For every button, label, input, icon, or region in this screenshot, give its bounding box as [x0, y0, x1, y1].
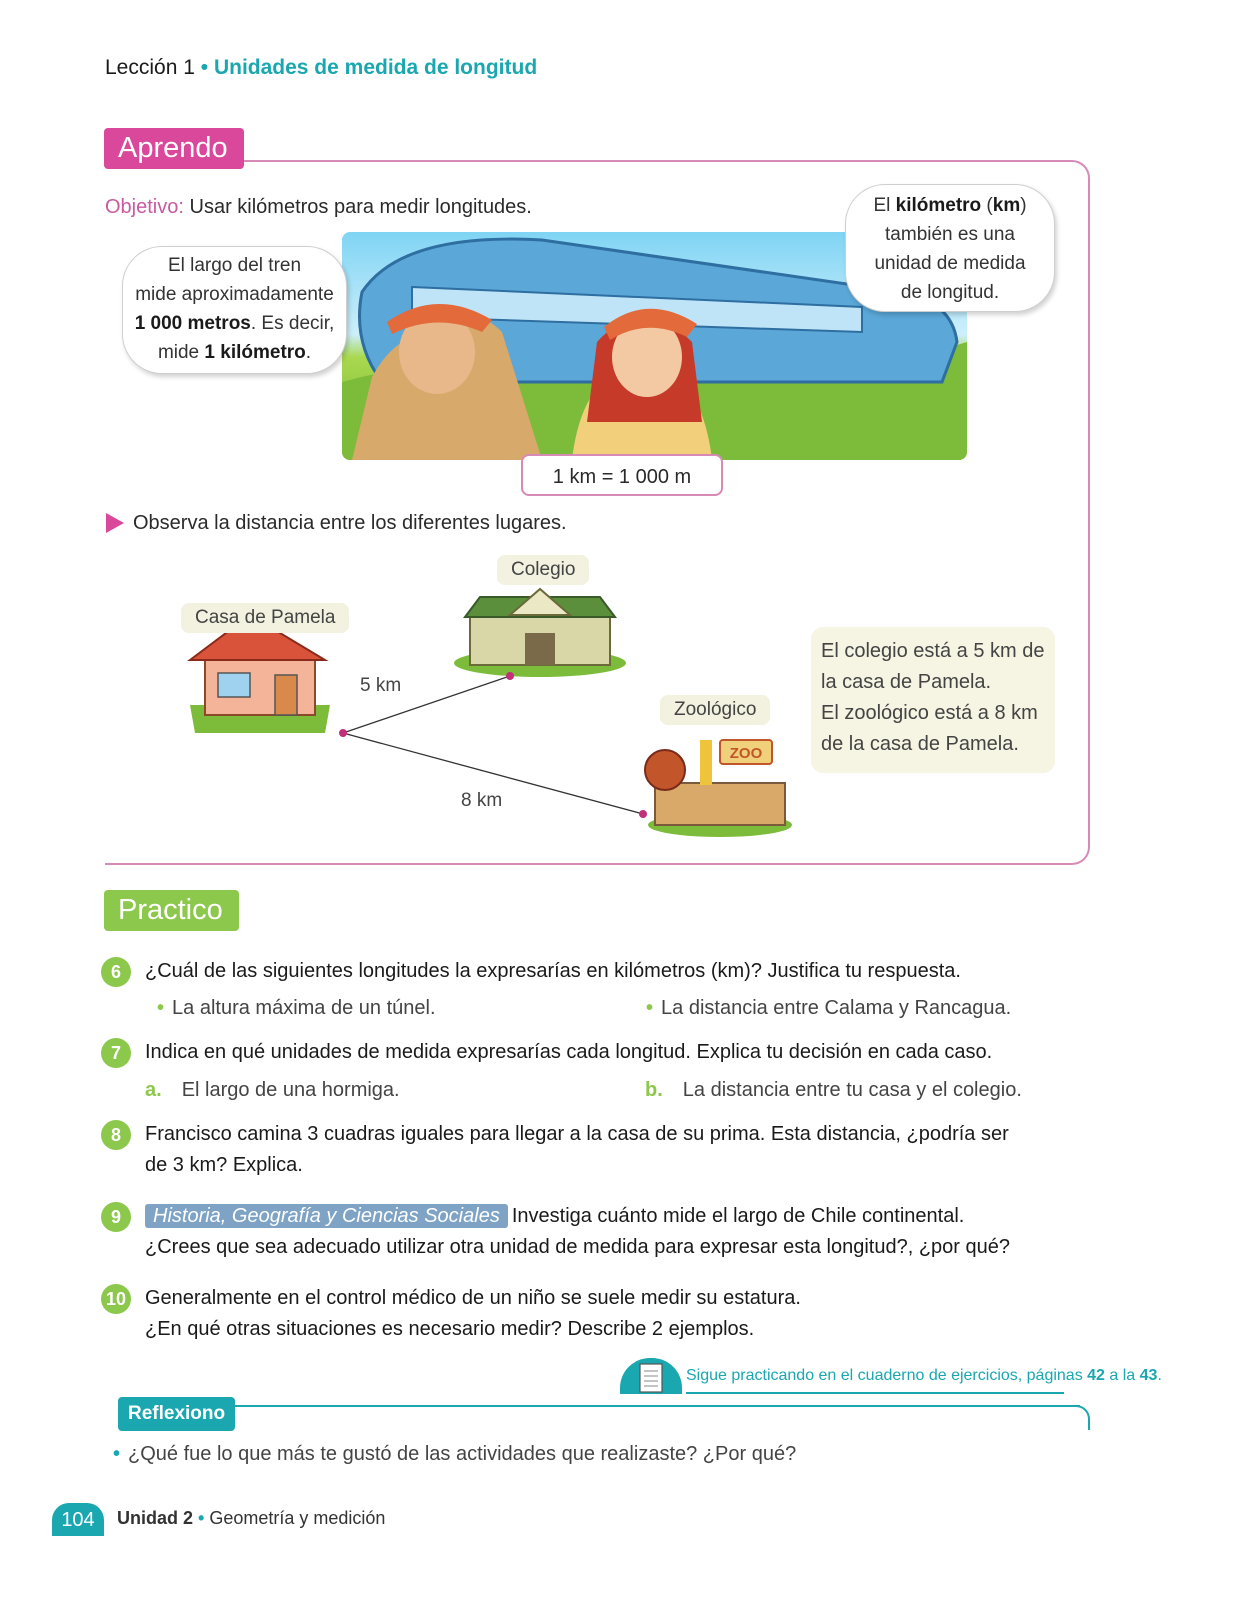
- q6-option-1-text: La altura máxima de un túnel.: [172, 997, 436, 1019]
- q7-option-a-text: El largo de una hormiga.: [181, 1079, 400, 1101]
- subject-badge: Historia, Geografía y Ciencias Sociales: [145, 1204, 508, 1228]
- point-zoo: [639, 810, 647, 818]
- aprendo-tag: Aprendo: [104, 128, 244, 169]
- bubble-left-line4: [123, 338, 346, 367]
- notebook-svg: [620, 1358, 682, 1394]
- sigue-page-end: 43: [1139, 1367, 1158, 1384]
- question-number-10: 10: [101, 1284, 131, 1314]
- q7-option-b-text: La distancia entre tu casa y el colegio.: [682, 1079, 1022, 1101]
- sigue-page-start: 42: [1087, 1367, 1105, 1384]
- bubble-right-line4: de longitud.: [900, 282, 1000, 303]
- question-number-8: 8: [101, 1120, 131, 1150]
- lesson-number: Lección 1: [105, 56, 195, 79]
- q6-option-2-text: La distancia entre Calama y Rancagua.: [661, 997, 1012, 1019]
- question-10-text: [145, 1283, 801, 1345]
- footer-unit-label: Unidad 2: [117, 1508, 194, 1528]
- footer-unit: [117, 1508, 385, 1529]
- sigue-text: Sigue practicando en el cuaderno de ejercicios, páginas: [686, 1367, 1088, 1384]
- bubble-left-line4-end: .: [305, 342, 312, 363]
- reflexiono-corner: [1070, 1405, 1090, 1430]
- bubble-left-bold-metros: 1 000 metros: [134, 313, 251, 334]
- q9-line2: ¿Crees que sea adecuado utilizar otra unidad de medida para expresar esta longitud?, ¿por qué?: [145, 1236, 1010, 1258]
- bubble-left-line4-start: mide: [157, 342, 205, 363]
- header-separator: •: [200, 56, 209, 79]
- q7-letter-b: b.: [645, 1079, 663, 1101]
- reflexiono-tag: Reflexiono: [118, 1397, 235, 1431]
- reflexiono-question: [113, 1443, 796, 1466]
- q6-option-2: [646, 997, 1011, 1020]
- sigue-mid: a la: [1104, 1367, 1140, 1384]
- bubble-right-line3: unidad de medida: [874, 253, 1026, 274]
- zoo-icon: [645, 740, 792, 837]
- info-line2: la casa de Pamela.: [821, 671, 992, 693]
- distance-8km: 8 km: [461, 790, 503, 811]
- label-colegio: Colegio: [497, 555, 589, 585]
- point-colegio: [506, 672, 514, 680]
- lesson-topic: Unidades de medida de longitud: [213, 56, 538, 79]
- footer-separator: •: [198, 1508, 205, 1528]
- bullet-icon: •: [646, 997, 654, 1019]
- speech-bubble-woman: [845, 184, 1055, 312]
- notebook-icon: [620, 1358, 682, 1394]
- q9-line1: [145, 1201, 1010, 1232]
- info-line1: El colegio está a 5 km de: [821, 640, 1045, 662]
- equivalence-box: 1 km = 1 000 m: [521, 454, 723, 496]
- bubble-left-line3-rest: . Es decir,: [250, 313, 335, 334]
- triangle-bullet-icon: [106, 513, 124, 533]
- info-line3: El zoológico está a 8 km: [821, 702, 1038, 724]
- bubble-right-l1e: ): [1020, 195, 1027, 216]
- q6-option-1: [157, 997, 436, 1020]
- school-icon: [454, 589, 626, 677]
- q10-line1: Generalmente en el control médico de un niño se suele medir su estatura.: [145, 1287, 801, 1309]
- objective: [105, 196, 532, 219]
- practico-tag: Practico: [104, 890, 239, 931]
- sigue-end: .: [1157, 1367, 1162, 1384]
- page-number: 104: [52, 1503, 104, 1536]
- info-line4: de la casa de Pamela.: [821, 733, 1019, 755]
- bullet-icon: •: [157, 997, 165, 1019]
- bubble-right-bold-km: km: [992, 195, 1021, 216]
- question-number-7: 7: [101, 1038, 131, 1068]
- q9-line1-text: Investiga cuánto mide el largo de Chile continental.: [511, 1205, 965, 1227]
- reflexiono-question-text: ¿Qué fue lo que más te gustó de las actividades que realizaste? ¿Por qué?: [128, 1443, 797, 1465]
- observe-instruction: Observa la distancia entre los diferentes lugares.: [133, 512, 567, 534]
- sigue-practicando: [686, 1367, 1162, 1385]
- footer-subject: Geometría y medición: [209, 1508, 386, 1528]
- bullet-icon: •: [113, 1443, 121, 1465]
- objective-text: Usar kilómetros para medir longitudes.: [189, 196, 532, 218]
- objective-label: Objetivo:: [105, 196, 184, 218]
- q8-line1: Francisco camina 3 cuadras iguales para llegar a la casa de su prima. Esta distancia, ¿podría ser: [145, 1123, 1009, 1145]
- bubble-left-line1: El largo del tren: [167, 255, 302, 276]
- q7-option-b: [645, 1079, 1022, 1102]
- question-number-6: 6: [101, 957, 131, 987]
- bubble-right-bold-kilometro: kilómetro: [895, 195, 982, 216]
- bubble-right-l1c: (: [981, 195, 993, 216]
- bubble-left-line2: mide aproximadamente: [135, 284, 334, 305]
- question-6-text: ¿Cuál de las siguientes longitudes la expresarías en kilómetros (km)? Justifica tu respuesta.: [145, 960, 961, 982]
- zoo-sign-text: ZOO: [729, 745, 763, 762]
- reflexiono-line: [220, 1405, 1080, 1407]
- bubble-left-line3: [123, 309, 346, 338]
- bubble-right-line2: también es una: [885, 224, 1015, 245]
- q10-line2: ¿En qué otras situaciones es necesario medir? Describe 2 ejemplos.: [145, 1318, 755, 1340]
- speech-bubble-man: [122, 246, 347, 374]
- question-9-text: [145, 1201, 1010, 1263]
- q7-letter-a: a.: [145, 1079, 162, 1101]
- q8-line2: de 3 km? Explica.: [145, 1154, 303, 1176]
- bubble-right-line1: [846, 191, 1054, 220]
- lesson-header: [105, 56, 537, 80]
- bubble-right-l1a: El: [873, 195, 896, 216]
- bubble-left-bold-km: 1 kilómetro: [204, 342, 306, 363]
- question-number-9: 9: [101, 1202, 131, 1232]
- distance-info-box: [811, 627, 1055, 773]
- label-zoologico: Zoológico: [660, 695, 770, 725]
- question-7-text: Indica en qué unidades de medida expresarías cada longitud. Explica tu decisión en cada caso.: [145, 1041, 993, 1063]
- distance-5km: 5 km: [360, 675, 402, 696]
- question-8-text: [145, 1119, 1009, 1181]
- label-casa-pamela: Casa de Pamela: [181, 603, 349, 633]
- sigue-underline: [686, 1392, 1064, 1394]
- point-casa: [339, 729, 347, 737]
- q7-option-a: [145, 1079, 400, 1102]
